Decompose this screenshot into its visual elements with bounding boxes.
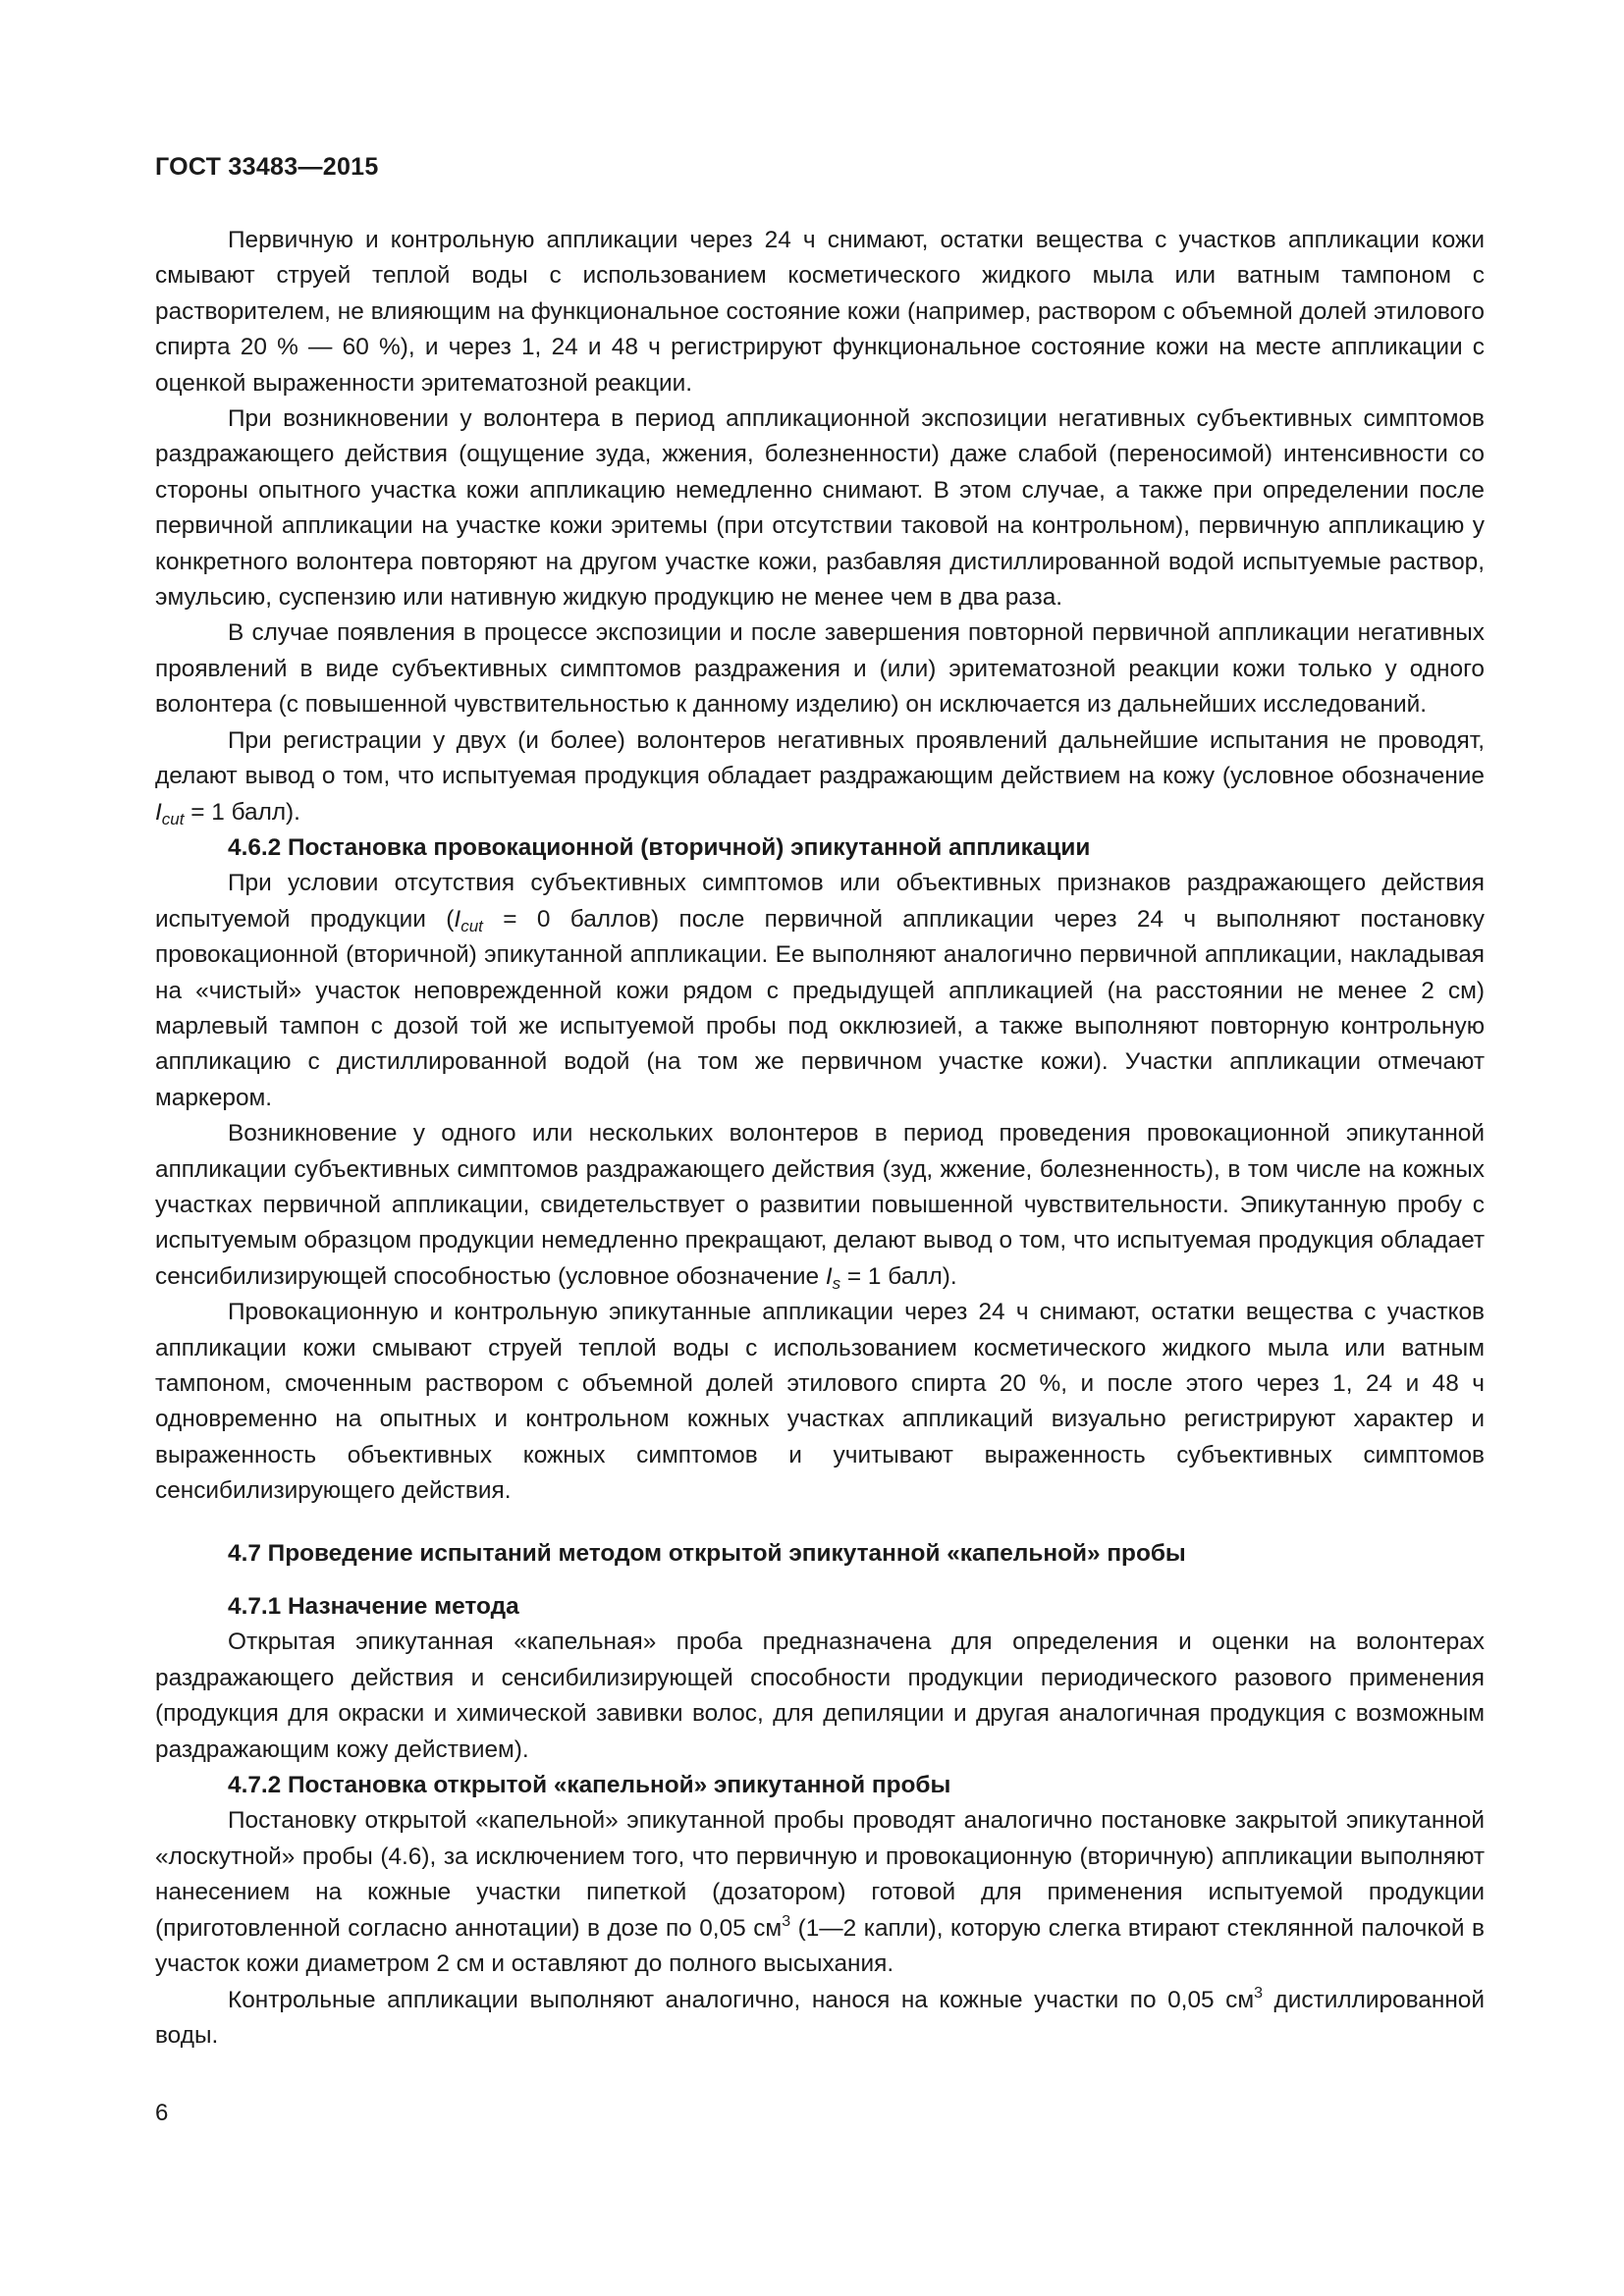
section-heading-4-7-1: 4.7.1 Назначение метода xyxy=(228,1593,519,1621)
is-symbol: I xyxy=(825,1262,833,1290)
page-number: 6 xyxy=(155,2100,169,2126)
paragraph-9: Постановку открытой «капельной» эпикутанной пробы проводят аналогично постановке закрытой эпикутанной «лоскутной» пробы (4.6), за исключением того, что первичную и провокационную (вторичную) аппликации выполняют нанесением на кожные участки пипеткой (дозатором) готовой для применения испытуемой продукции (приготовленной согласно аннотации) в дозе по 0,05 $см^3$ (1—2 капли), которую слегка втирают стеклянной палочкой в участок кожи диаметром 2 см и оставляют до полного высыхания. xyxy=(155,1807,1485,1978)
paragraph-7: Провокационную и контрольную эпикутанные аппликации через 24 ч снимают, остатки вещества с участков аппликации кожи смывают струей теплой воды с использованием косметического жидкого мыла или ватным тампоном, смоченным раствором с объемной долей этилового спирта 20 %, и после этого через 1, 24 и 48 ч одновременно на опытных и контрольном кожных участках аппликаций визуально регистрируют характер и выраженность объективных кожных симптомов и учитывают выраженность субъективных симптомов сенсибилизирующего действия. xyxy=(155,1299,1485,1505)
paragraph-3: В случае появления в процессе экспозиции и после завершения повторной первичной аппликации негативных проявлений в виде субъективных симптомов раздражения и (или) эритематозной реакции кожи только у одного волонтера (с повышенной чувствительностью к данному изделию) он исключается из дальнейших исследований. xyxy=(155,619,1485,719)
paragraph-6: Возникновение у одного или нескольких волонтеров в период проведения провокационной эпикутанной аппликации субъективных симптомов раздражающего действия (зуд, жжение, болезненность), в том числе на кожных участках первичной аппликации, свидетельствует о развитии повышенной чувствительности. Эпикутанную пробу с испытуемым образцом продукции немедленно прекращают, делают вывод о том, что испытуемая продукция обладает сенсибилизирующей способностью (условное обозначение $I_s = 1$ балл). xyxy=(155,1120,1485,1293)
paragraph-1: Первичную и контрольную аппликации через 24 ч снимают, остатки вещества с участков аппликации кожи смывают струей теплой воды с использованием косметического жидкого мыла или ватным тампоном с растворителем, не влияющим на функциональное состояние кожи (например, раствором с объемной долей этилового спирта 20 % — 60 %), и через 1, 24 и 48 ч регистрируют функциональное состояние кожи на месте аппликации с оценкой выраженности эритематозной реакции. xyxy=(155,227,1485,397)
section-heading-4-6-2: 4.6.2 Постановка провокационной (вторичной) эпикутанной аппликации xyxy=(228,833,1091,861)
icut-symbol: I xyxy=(454,905,461,933)
document-header: ГОСТ 33483—2015 xyxy=(155,153,379,181)
section-heading-4-7-2: 4.7.2 Постановка открытой «капельной» эпикутанной пробы xyxy=(228,1772,951,1799)
document-page xyxy=(155,153,1485,2054)
section-heading-4-7: 4.7 Проведение испытаний методом открытой эпикутанной «капельной» пробы xyxy=(228,1539,1186,1567)
paragraph-2: При возникновении у волонтера в период аппликационной экспозиции негативных субъективных симптомов раздражающего действия (ощущение зуда, жжения, болезненности) даже слабой (переносимой) интенсивности со стороны опытного участка кожи аппликацию немедленно снимают. В этом случае, а также при определении после первичной аппликации на участке кожи эритемы (при отсутствии таковой на контрольном), первичную аппликацию у конкретного волонтера повторяют на другом участке кожи, разбавляя дистиллированной водой испытуемые раствор, эмульсию, суспензию или нативную жидкую продукцию не менее чем в два раза. xyxy=(155,405,1485,612)
icut-symbol: I xyxy=(155,798,162,826)
paragraph-5: При условии отсутствия субъективных симптомов или объективных признаков раздражающего действия испытуемой продукции ($I_{cut} = 0$ баллов) после первичной аппликации через 24 ч выполняют постановку провокационной (вторичной) эпикутанной аппликации. Ее выполняют аналогично первичной аппликации, накладывая на «чистый» участок неповрежденной кожи рядом с предыдущей аппликацией (на расстоянии не менее 2 см) марлевый тампон с дозой той же испытуемой пробы под окклюзией, а также выполняют повторную контрольную аппликацию с дистиллированной водой (на том же первичном участке кожи). Участки аппликации отмечают маркером. xyxy=(155,870,1485,1111)
paragraph-4: При регистрации у двух (и более) волонтеров негативных проявлений дальнейшие испытания не проводят, делают вывод о том, что испытуемая продукция обладает раздражающим действием на кожу (условное обозначение $I_{cut} = 1$ балл). xyxy=(155,726,1485,828)
paragraph-8: Открытая эпикутанная «капельная» проба предназначена для определения и оценки на волонтерах раздражающего действия и сенсибилизирующей способности продукции периодического разового применения (продукция для окраски и химической завивки волос, для депиляции и другая аналогичная продукция с возможным раздражающим кожу действием). xyxy=(155,1629,1485,1763)
paragraph-10: Контрольные аппликации выполняют аналогично, нанося на кожные участки по 0,05 $см^3$ дистиллированной воды. xyxy=(155,1984,1485,2049)
